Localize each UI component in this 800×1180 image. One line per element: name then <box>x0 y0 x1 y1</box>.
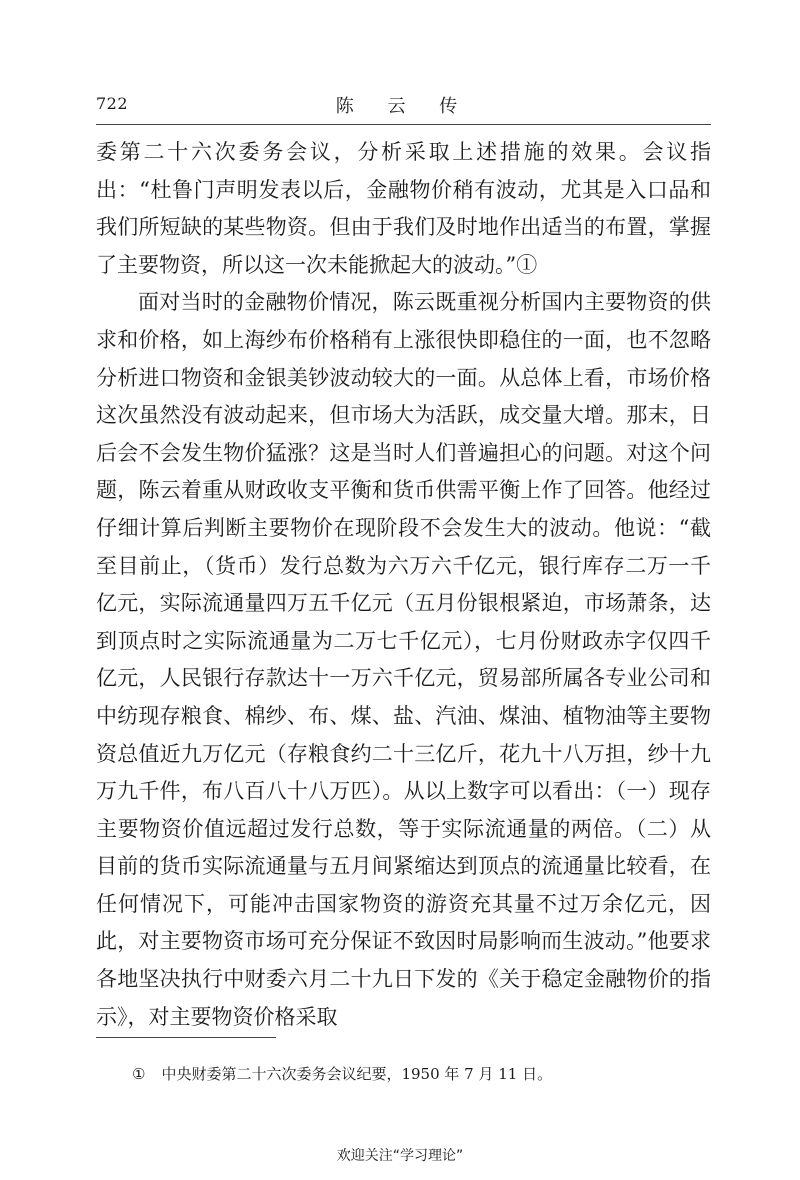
page-header <box>96 90 711 125</box>
page-number: 722 <box>96 94 129 113</box>
footnote-marker: ① <box>132 1065 146 1083</box>
footnote-text: 中央财委第二十六次委务会议纪要，1950 年 7 月 11 日。 <box>161 1065 553 1083</box>
footnote-divider <box>96 1037 276 1038</box>
paragraph: 面对当时的金融物价情况，陈云既重视分析国内主要物资的供求和价格，如上海纱布价格稍有上涨很快即稳住的一面，也不忽略分析进口物资和金银美钞波动较大的一面。从总体上看，市场价格这次虽然没有波动起来，但市场大为活跃，成交量大增。那末，日后会不会发生物价猛涨？这是当时人们普遍担心的问题。对这个问题，陈云着重从财政收支平衡和货币供需平衡上作了回答。他经过仔细计算后判断主要物价在现阶段不会发生大的波动。他说：“截至目前止，（货币）发行总数为六万六千亿元，银行库存二万一千亿元，实际流通量四万五千亿元（五月份银根紧迫，市场萧条，达到顶点时之实际流通量为二万七千亿元），七月份财政赤字仅四千亿元，人民银行存款达十一万六千亿元，贸易部所属各专业公司和中纺现存粮食、棉纱、布、煤、盐、汽油、煤油、植物油等主要物资总值近九万亿元（存粮食约二十三亿斤，花九十八万担，纱十九万九千件，布八百八十八万匹）。从以上数字可以看出：（一）现存主要物资价值远超过发行总数，等于实际流通量的两倍。（二）从目前的货币实际流通量与五月间紧缩达到顶点的流通量比较看，在任何情况下，可能冲击国家物资的游资充其量不过万余亿元，因此，对主要物资市场可充分保证不致因时局影响而生波动。”他要求各地坚决执行中财委六月二十九日下发的《关于稳定金融物价的指示》，对主要物资价格采取 <box>96 290 711 1029</box>
footnote <box>132 1064 552 1084</box>
bottom-caption: 欢迎关注“学习理论” <box>336 1148 464 1164</box>
paragraph: 委第二十六次委务会议，分析采取上述措施的效果。会议指出：“杜鲁门声明发表以后，金融物价稍有波动，尤其是入口品和我们所短缺的某些物资。但由于我们及时地作出适当的布置，掌握了主要物资，所以这一次未能掀起大的波动。”① <box>96 140 711 277</box>
running-title: 陈 云 传 <box>335 96 472 117</box>
body-text <box>96 134 711 1036</box>
